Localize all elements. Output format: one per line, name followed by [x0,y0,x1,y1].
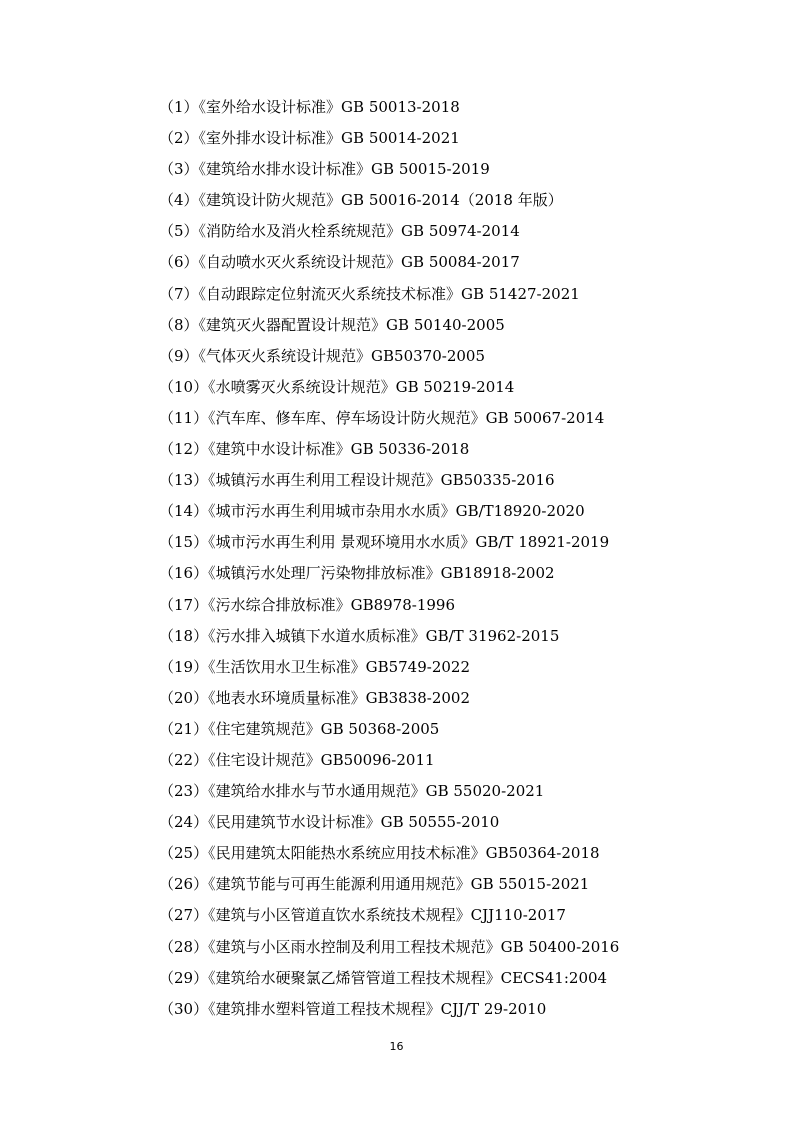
reference-item: （8）《建筑灭火器配置设计规范》GB 50140-2005 [159,315,505,334]
reference-item: （13）《城镇污水再生利用工程设计规范》GB50335-2016 [159,471,555,490]
reference-item: （11）《汽车库、修车库、停车场设计防火规范》GB 50067-2014 [159,408,605,427]
reference-list [159,92,619,1025]
reference-item: （5）《消防给水及消火栓系统规范》GB 50974-2014 [159,222,520,241]
reference-item: （16）《城镇污水处理厂污染物排放标准》GB18918-2002 [159,564,555,583]
reference-item: （24）《民用建筑节水设计标准》GB 50555-2010 [159,813,500,832]
reference-item: （27）《建筑与小区管道直饮水系统技术规程》CJJ110-2017 [159,906,566,925]
reference-item: （2）《室外排水设计标准》GB 50014-2021 [159,129,460,148]
reference-item: （30）《建筑排水塑料管道工程技术规程》CJJ/T 29-2010 [159,999,547,1018]
reference-item: （21）《住宅建筑规范》GB 50368-2005 [159,719,440,738]
reference-item: （17）《污水综合排放标准》GB8978-1996 [159,595,456,614]
reference-item: （23）《建筑给水排水与节水通用规范》GB 55020-2021 [159,782,545,801]
reference-item: （19）《生活饮用水卫生标准》GB5749-2022 [159,657,471,676]
reference-item: （29）《建筑给水硬聚氯乙烯管管道工程技术规程》CECS41:2004 [159,968,608,987]
reference-item: （10）《水喷雾灭火系统设计规范》GB 50219-2014 [159,377,515,396]
reference-item: （1）《室外给水设计标准》GB 50013-2018 [159,98,460,116]
reference-item: （9）《气体灭火系统设计规范》GB50370-2005 [159,346,486,365]
reference-item: （28）《建筑与小区雨水控制及利用工程技术规范》GB 50400-2016 [159,937,620,956]
reference-item: （14）《城市污水再生利用城市杂用水水质》GB/T18920-2020 [159,502,585,521]
reference-item: （7）《自动跟踪定位射流灭火系统技术标准》GB 51427-2021 [159,284,580,303]
reference-item: （25）《民用建筑太阳能热水系统应用技术标准》GB50364-2018 [159,844,600,863]
reference-item: （22）《住宅设计规范》GB50096-2011 [159,750,435,769]
reference-item: （4）《建筑设计防火规范》GB 50016-2014（2018 年版） [159,191,563,210]
reference-item: （20）《地表水环境质量标准》GB3838-2002 [159,688,471,707]
reference-item: （15）《城市污水再生利用 景观环境用水水质》GB/T 18921-2019 [159,533,610,552]
page-number: 16 [389,1040,404,1053]
reference-item: （12）《建筑中水设计标准》GB 50336-2018 [159,440,470,459]
reference-item: （26）《建筑节能与可再生能源利用通用规范》GB 55015-2021 [159,875,590,894]
reference-item: （3）《建筑给水排水设计标准》GB 50015-2019 [159,160,490,179]
reference-item: （18）《污水排入城镇下水道水质标准》GB/T 31962-2015 [159,626,560,645]
reference-item: （6）《自动喷水灭火系统设计规范》GB 50084-2017 [159,253,520,272]
